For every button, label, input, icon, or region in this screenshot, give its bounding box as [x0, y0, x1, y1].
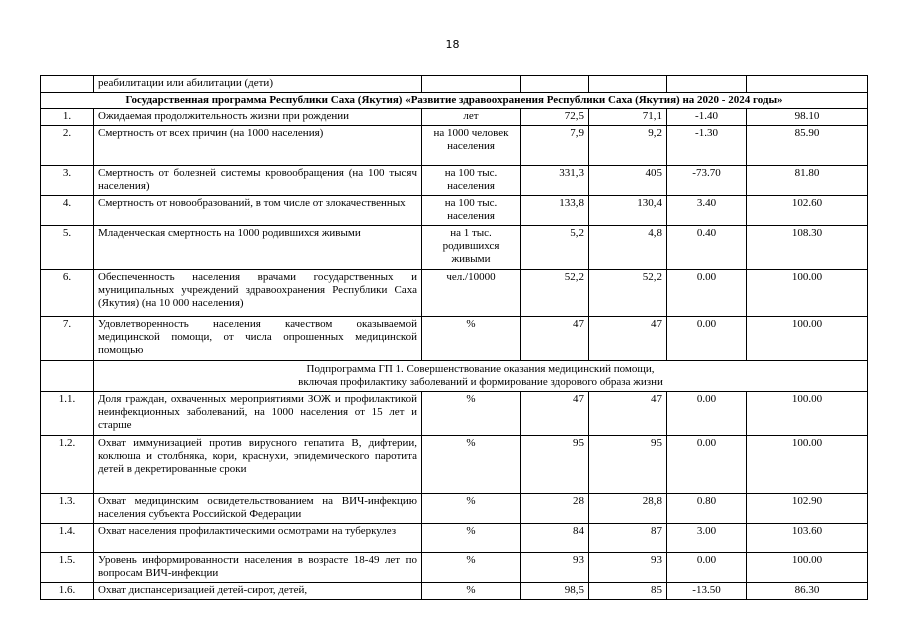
cell-unit: %	[422, 494, 521, 524]
table-row	[41, 494, 868, 524]
cell-v1: 47	[521, 317, 589, 361]
cell-unit: на 100 тыс. населения	[422, 196, 521, 226]
cell-num: 1.5.	[41, 553, 94, 583]
cell-num: 1.	[41, 109, 94, 126]
cell-v1	[521, 76, 589, 93]
cell-v3	[667, 76, 747, 93]
cell-unit: на 1000 человек населения	[422, 126, 521, 166]
cell-name: Смертность от новообразований, в том числе от злокачественных	[94, 196, 422, 226]
cell-unit: %	[422, 553, 521, 583]
cell-v4: 86.30	[747, 583, 868, 600]
cell-v2: 47	[589, 392, 667, 436]
cell-unit: %	[422, 524, 521, 553]
cell-num	[41, 76, 94, 93]
cell-v2: 405	[589, 166, 667, 196]
cell-unit: %	[422, 317, 521, 361]
cell-v3: -73.70	[667, 166, 747, 196]
cell-name: Смертность от всех причин (на 1000 населения)	[94, 126, 422, 166]
table-row	[41, 226, 868, 270]
subprogram-title-line-1: Подпрограмма ГП 1. Совершенствование оказания медицинский помощи,	[306, 363, 655, 375]
cell-v2: 130,4	[589, 196, 667, 226]
cell-num: 1.1.	[41, 392, 94, 436]
cell-unit: на 100 тыс. населения	[422, 166, 521, 196]
cell-name: Обеспеченность населения врачами государственных и муниципальных учреждений здравоохранения Республики Саха (Якутия) (на 10 000 населения)	[94, 270, 422, 317]
cell-unit: на 1 тыс. родившихся живыми	[422, 226, 521, 270]
cell-v4: 100.00	[747, 436, 868, 494]
program-header-row	[41, 93, 868, 109]
cell-name: Удовлетворенность населения качеством оказываемой медицинской помощи, от числа опрошенных медицинской помощью	[94, 317, 422, 361]
cell-v3: 0.00	[667, 553, 747, 583]
indicators-table	[40, 75, 868, 600]
cell-v4: 100.00	[747, 392, 868, 436]
continuation-row	[41, 76, 868, 93]
cell-name: Охват медицинским освидетельствованием на ВИЧ-инфекцию населения субъекта Российской Федерации	[94, 494, 422, 524]
cell-unit: %	[422, 436, 521, 494]
table-row	[41, 317, 868, 361]
cell-name: Охват диспансеризацией детей-сирот, детей,	[94, 583, 422, 600]
cell-v4: 81.80	[747, 166, 868, 196]
table-row	[41, 553, 868, 583]
cell-v1: 95	[521, 436, 589, 494]
cell-v2: 87	[589, 524, 667, 553]
table-row	[41, 126, 868, 166]
cell-v3: -1.40	[667, 109, 747, 126]
table-row	[41, 436, 868, 494]
cell-v2: 85	[589, 583, 667, 600]
cell-num	[41, 361, 94, 392]
cell-v4: 100.00	[747, 553, 868, 583]
cell-v2	[589, 76, 667, 93]
cell-v1: 28	[521, 494, 589, 524]
cell-num: 1.3.	[41, 494, 94, 524]
cell-name: Ожидаемая продолжительность жизни при рождении	[94, 109, 422, 126]
cell-unit: %	[422, 392, 521, 436]
table-row	[41, 524, 868, 553]
subprogram-title	[94, 361, 868, 392]
cell-v3: -1.30	[667, 126, 747, 166]
cell-v1: 93	[521, 553, 589, 583]
cell-unit: лет	[422, 109, 521, 126]
cell-num: 1.6.	[41, 583, 94, 600]
cell-v1: 47	[521, 392, 589, 436]
table-row	[41, 270, 868, 317]
cell-num: 6.	[41, 270, 94, 317]
cell-v1: 331,3	[521, 166, 589, 196]
table-row	[41, 392, 868, 436]
cell-v1: 84	[521, 524, 589, 553]
cell-num: 5.	[41, 226, 94, 270]
cell-v3: -13.50	[667, 583, 747, 600]
table-row	[41, 109, 868, 126]
cell-num: 2.	[41, 126, 94, 166]
cell-v4: 108.30	[747, 226, 868, 270]
cell-v3: 0.00	[667, 317, 747, 361]
cell-v2: 71,1	[589, 109, 667, 126]
cell-num: 3.	[41, 166, 94, 196]
cell-v2: 93	[589, 553, 667, 583]
cell-name: Доля граждан, охваченных мероприятиями ЗОЖ и профилактикой неинфекционных заболеваний, на 1000 населения от 15 лет и старше	[94, 392, 422, 436]
table-row	[41, 196, 868, 226]
cell-v3: 0.00	[667, 436, 747, 494]
cell-unit	[422, 76, 521, 93]
cell-name: Охват иммунизацией против вирусного гепатита В, дифтерии, коклюша и столбняка, кори, краснухи, эпидемического паротита детей в декретированные сроки	[94, 436, 422, 494]
subprogram-header-row	[41, 361, 868, 392]
cell-v1: 7,9	[521, 126, 589, 166]
table-body	[41, 76, 868, 600]
subprogram-title-line-2: включая профилактику заболеваний и формирование здорового образа жизни	[298, 376, 663, 388]
cell-v2: 95	[589, 436, 667, 494]
cell-v1: 133,8	[521, 196, 589, 226]
cell-name: Охват населения профилактическими осмотрами на туберкулез	[94, 524, 422, 553]
cell-unit: %	[422, 583, 521, 600]
cell-v4: 102.90	[747, 494, 868, 524]
cell-v1: 72,5	[521, 109, 589, 126]
cell-v3: 0.80	[667, 494, 747, 524]
cell-v4: 100.00	[747, 317, 868, 361]
cell-name: Уровень информированности населения в возрасте 18-49 лет по вопросам ВИЧ-инфекции	[94, 553, 422, 583]
cell-v2: 4,8	[589, 226, 667, 270]
cell-num: 1.2.	[41, 436, 94, 494]
cell-v1: 52,2	[521, 270, 589, 317]
cell-v4	[747, 76, 868, 93]
cell-num: 1.4.	[41, 524, 94, 553]
cell-name: Смертность от болезней системы кровообращения (на 100 тысяч населения)	[94, 166, 422, 196]
cell-v1: 98,5	[521, 583, 589, 600]
cell-name: Младенческая смертность на 1000 родившихся живыми	[94, 226, 422, 270]
cell-v4: 85.90	[747, 126, 868, 166]
cell-v2: 52,2	[589, 270, 667, 317]
table-row	[41, 166, 868, 196]
cell-v3: 3.40	[667, 196, 747, 226]
cell-num: 7.	[41, 317, 94, 361]
cell-v3: 0.00	[667, 270, 747, 317]
cell-v2: 9,2	[589, 126, 667, 166]
cell-num: 4.	[41, 196, 94, 226]
program-title: Государственная программа Республики Саха (Якутия) «Развитие здравоохранения Республики Саха (Якутия) на 2020 - 2024 годы»	[41, 93, 868, 109]
cell-v4: 98.10	[747, 109, 868, 126]
page-number: 18	[445, 38, 460, 51]
cell-v2: 47	[589, 317, 667, 361]
cell-v3: 0.40	[667, 226, 747, 270]
cell-unit: чел./10000	[422, 270, 521, 317]
cell-v1: 5,2	[521, 226, 589, 270]
cell-v4: 102.60	[747, 196, 868, 226]
cell-v4: 103.60	[747, 524, 868, 553]
cell-v3: 0.00	[667, 392, 747, 436]
table-row	[41, 583, 868, 600]
cell-name: реабилитации или абилитации (дети)	[94, 76, 422, 93]
cell-v2: 28,8	[589, 494, 667, 524]
cell-v3: 3.00	[667, 524, 747, 553]
cell-v4: 100.00	[747, 270, 868, 317]
